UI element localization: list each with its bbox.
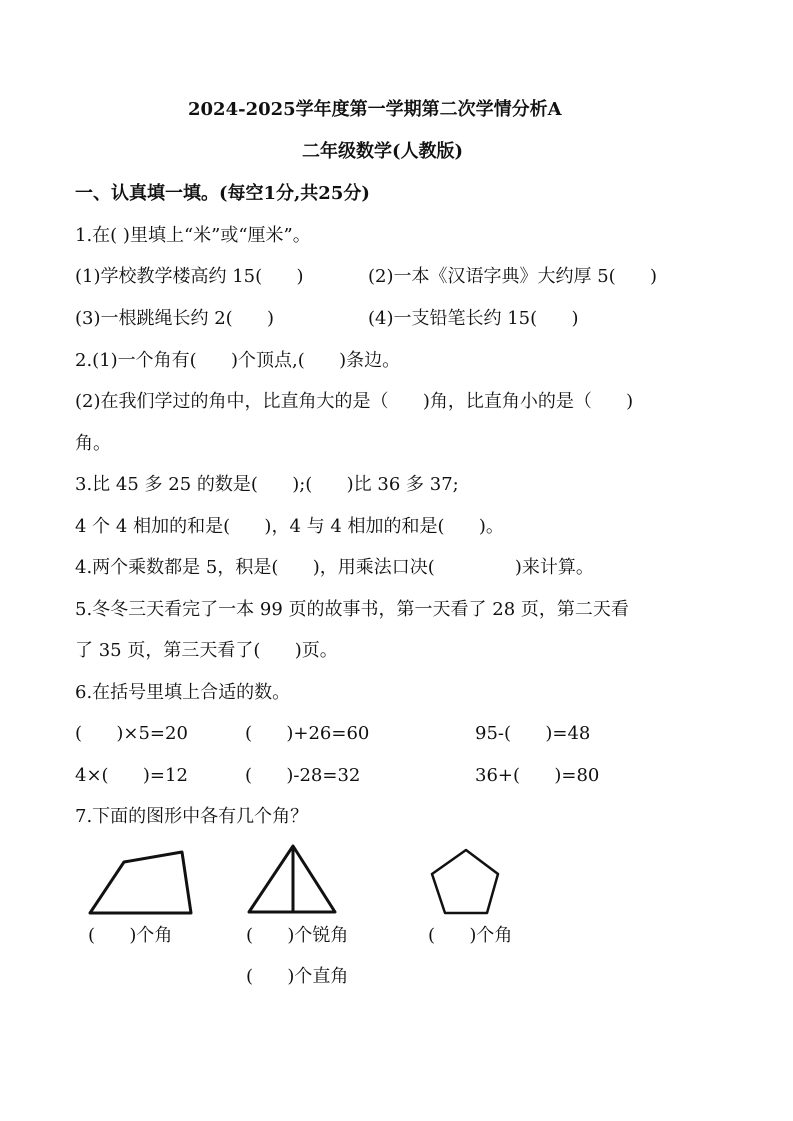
question-5-line-1: 5.冬冬三天看完了一本 99 页的故事书，第一天看了 28 页，第二天看	[75, 599, 629, 620]
page-title: 2024-2025学年度第一学期第二次学情分析A	[188, 99, 562, 120]
question-1-item-1: (1)学校教学楼高约 15( )	[75, 266, 304, 287]
question-6-r2c3: 36+( )=80	[475, 765, 600, 786]
page-subtitle: 二年级数学(人教版)	[302, 141, 464, 162]
question-6-r1c1: ( )×5=20	[75, 723, 188, 744]
question-1-item-2: (2)一本《汉语字典》大约厚 5( )	[368, 266, 658, 287]
question-7-stem: 7.下面的图形中各有几个角？	[75, 806, 309, 827]
triangle-right-answer: ( )个直角	[246, 966, 349, 987]
question-5-line-2: 了 35 页，第三天看了( )页。	[75, 640, 338, 661]
question-1-item-3: (3)一根跳绳长约 2( )	[75, 308, 275, 329]
question-2-part-2-cont: 角。	[75, 433, 111, 454]
question-1-stem: 1.在( )里填上“米”或“厘米”。	[75, 225, 311, 246]
question-3-line-1: 3.比 45 多 25 的数是( );( )比 36 多 37;	[75, 474, 459, 495]
question-6-r2c1: 4×( )=12	[75, 765, 188, 786]
question-6-stem: 6.在括号里填上合适的数。	[75, 682, 291, 703]
question-4: 4.两个乘数都是 5，积是( )，用乘法口决( )来计算。	[75, 557, 594, 578]
pentagon-shape	[432, 850, 498, 913]
pentagon-answer: ( )个角	[428, 925, 513, 946]
question-6-r2c2: ( )-28=32	[245, 765, 361, 786]
section-heading: 一、认真填一填。(每空1分,共25分)	[75, 183, 370, 204]
question-3-line-2: 4 个 4 相加的和是( )，4 与 4 相加的和是( )。	[75, 516, 504, 537]
question-2-part-2: (2)在我们学过的角中，比直角大的是（ )角，比直角小的是（ )	[75, 391, 634, 412]
triangle-acute-answer: ( )个锐角	[246, 925, 349, 946]
question-6-r1c2: ( )+26=60	[245, 723, 370, 744]
quadrilateral-shape	[90, 852, 191, 913]
question-1-item-4: (4)一支铅笔长约 15( )	[368, 308, 579, 329]
question-2-part-1: 2.(1)一个角有( )个顶点,( )条边。	[75, 350, 401, 371]
quadrilateral-answer: ( )个角	[88, 925, 173, 946]
question-6-r1c3: 95-( )=48	[475, 723, 591, 744]
